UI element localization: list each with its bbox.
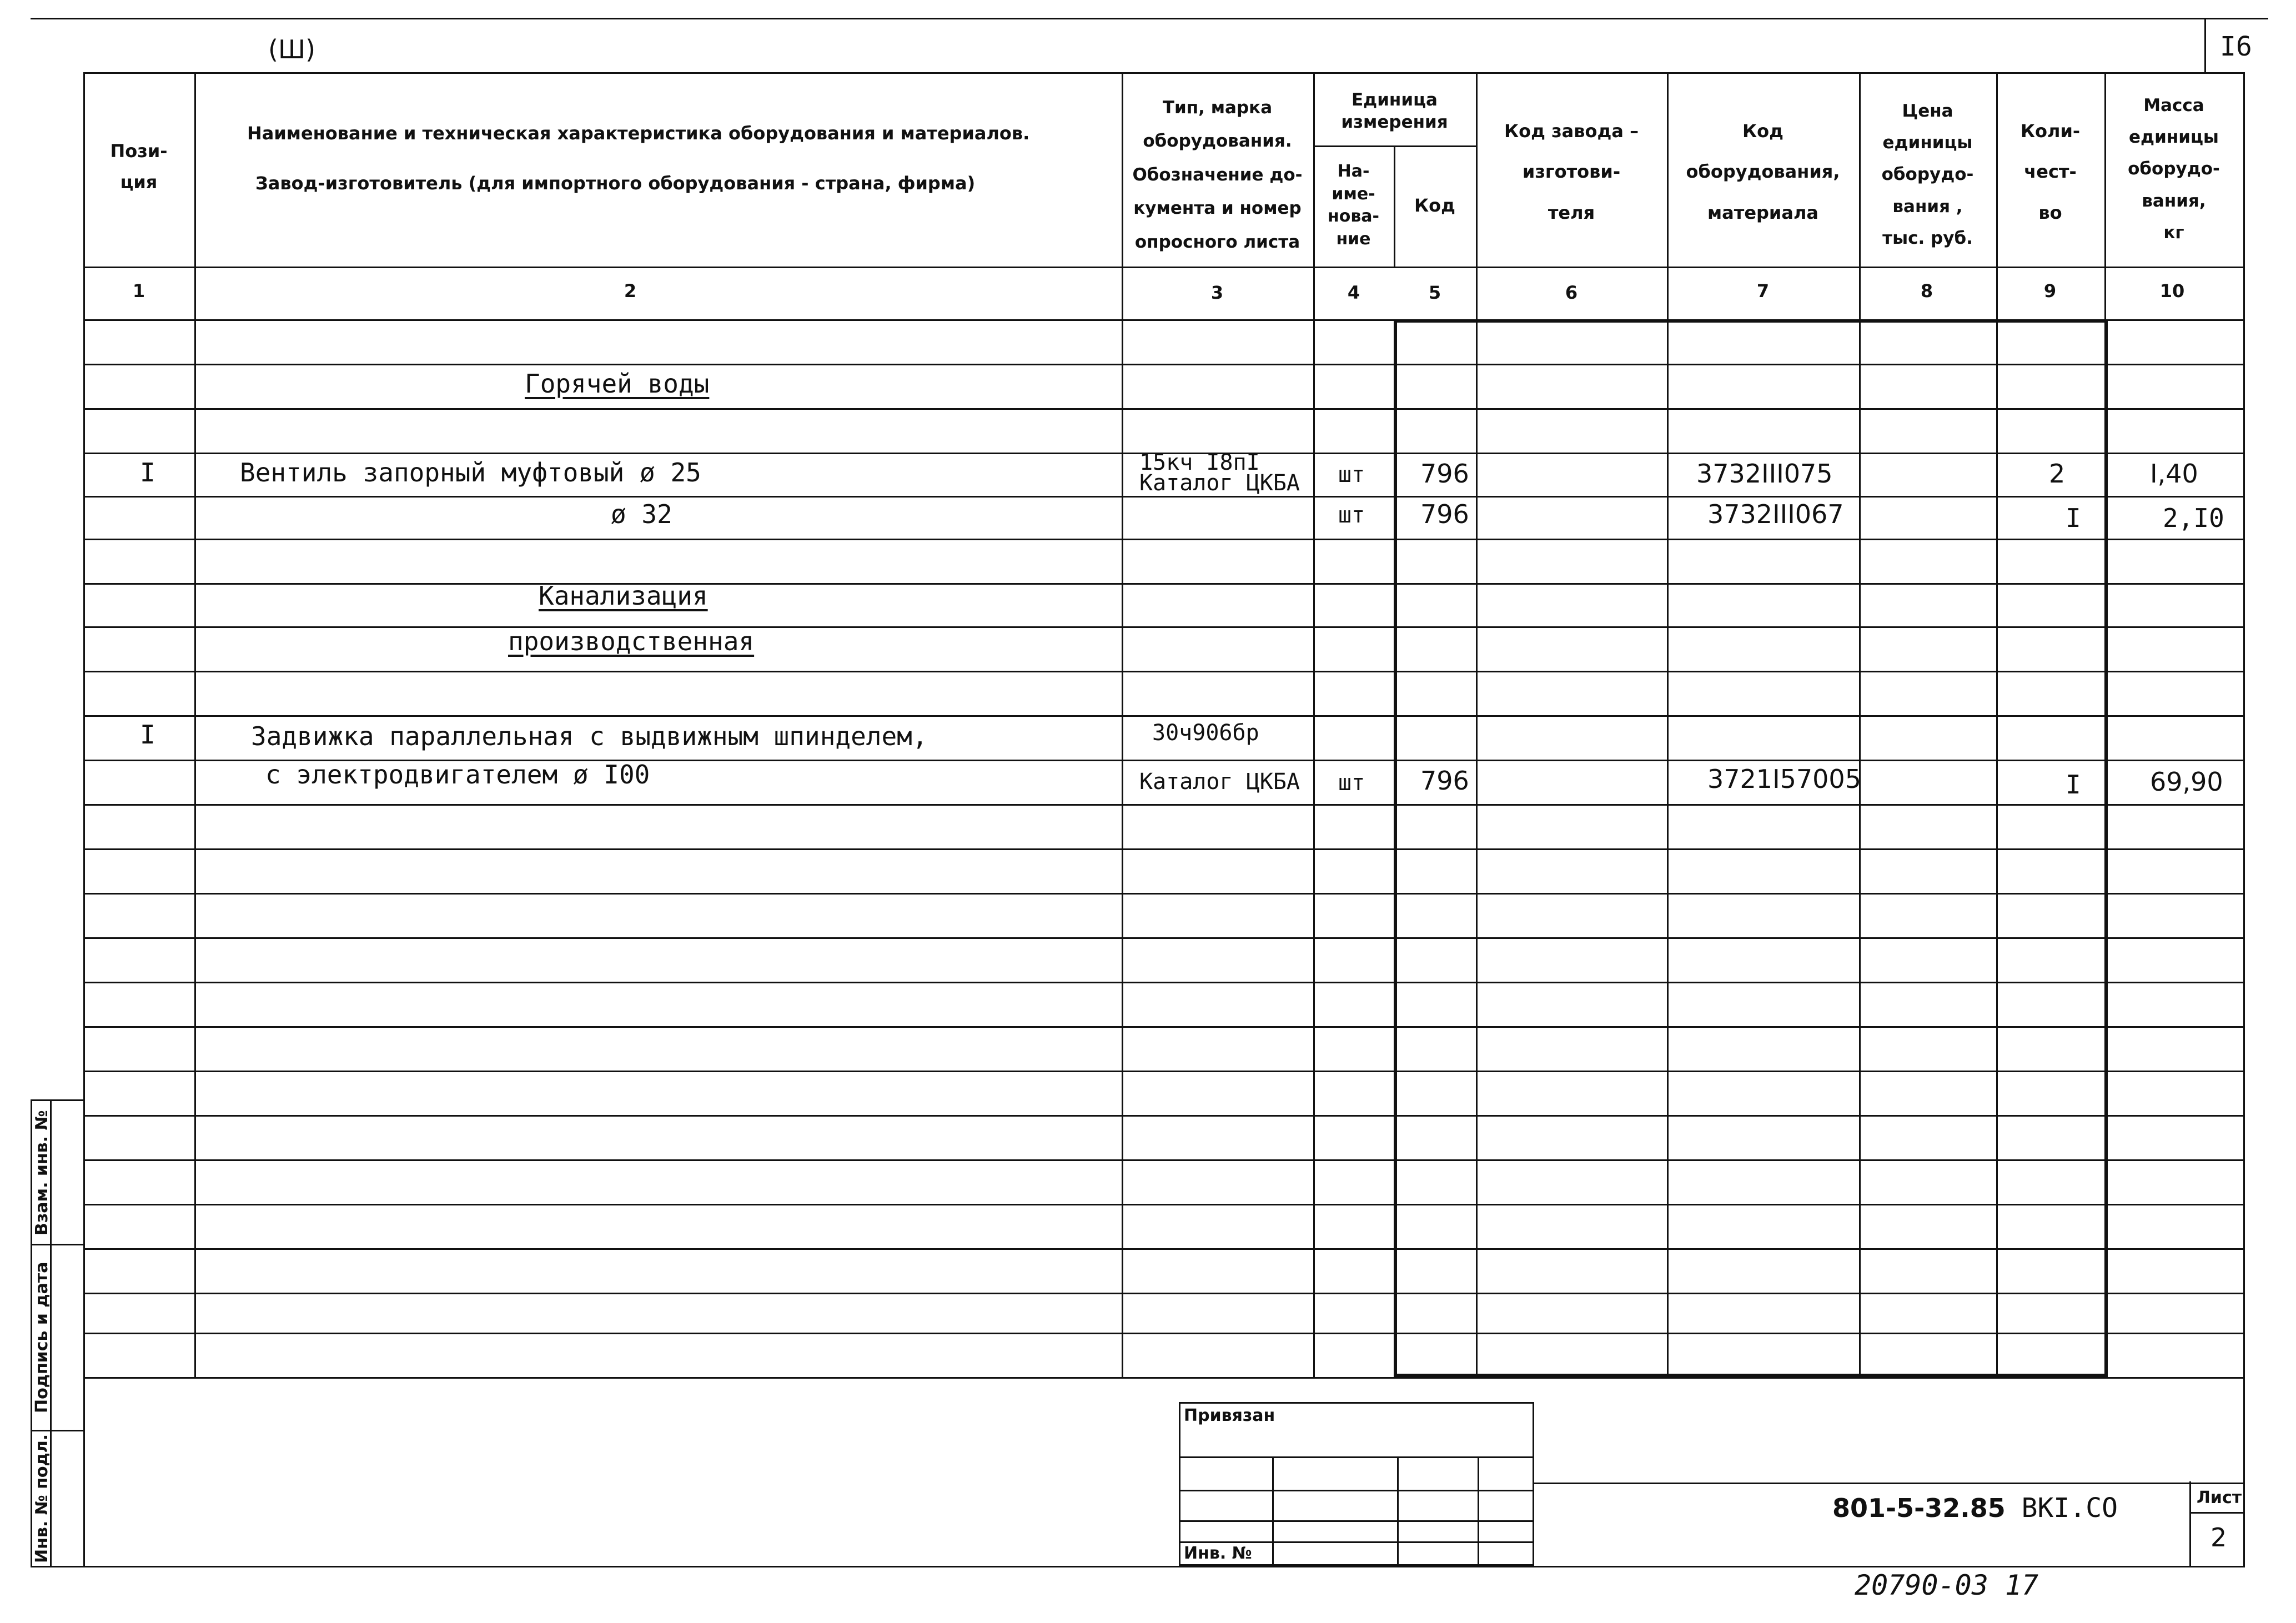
- row1-quantity: 2: [2049, 459, 2066, 489]
- row3-mass: 69,90: [2150, 767, 2223, 797]
- section-title-sewer: Канализация: [539, 581, 708, 611]
- row-line: [83, 848, 2243, 850]
- section-title-industrial: производственная: [508, 626, 755, 656]
- row2-equipment-code: 3732III067: [1707, 499, 1844, 529]
- row-line: [83, 893, 2243, 895]
- document-code-suffix: ВКI.СО: [2005, 1493, 2118, 1524]
- row2-mass: 2,I0: [2163, 503, 2224, 533]
- column-number-5: 5: [1428, 282, 1441, 303]
- column-number-3: 3: [1210, 282, 1224, 303]
- header-name-line1: Наименование и техническая характеристика оборудования и материалов.: [247, 123, 1030, 144]
- header-mass: Масса единицы оборудо- вания, кг: [2128, 95, 2220, 243]
- row-line: [83, 364, 2243, 365]
- header-price: Цена единицы оборудо- вания , тыс. руб.: [1881, 101, 1974, 249]
- frame-bottom: [31, 1566, 2245, 1567]
- frame-right: [2243, 72, 2245, 1566]
- bold-box-top: [1394, 319, 2106, 323]
- row2-unit-code: 796: [1420, 499, 1469, 529]
- row1-unit-code: 796: [1420, 459, 1469, 489]
- header-unit-code: Код: [1414, 195, 1455, 216]
- doc-code-rule: [1534, 1483, 2243, 1484]
- row-line: [83, 1159, 2243, 1161]
- row-line: [83, 1115, 2243, 1117]
- top-rule: [31, 18, 2268, 19]
- row-line: [83, 626, 2243, 628]
- column-number-9: 9: [2043, 280, 2057, 302]
- row-line: [83, 1293, 2243, 1294]
- row2-unit: шт: [1338, 503, 1365, 528]
- header-name-line2: Завод-изготовитель (для импортного оборудования - страна, фирма): [255, 173, 976, 194]
- sheet-number: 2: [2210, 1522, 2227, 1552]
- frame-left: [83, 72, 85, 1566]
- stamp-line-1: [1180, 1456, 1534, 1458]
- header-unit-name: На- име- нова- ние: [1327, 162, 1380, 249]
- header-equipment-code: Код оборудования, материала: [1686, 120, 1840, 223]
- stamp-bound-label: Привязан: [1184, 1406, 1275, 1425]
- side-label-replace-inv: Взам. инв. №: [32, 1110, 52, 1235]
- document-code-series: 801-5-32.85: [1832, 1493, 2006, 1523]
- side-label-sign-date: Подпись и дата: [32, 1262, 52, 1413]
- row-line: [83, 804, 2243, 806]
- row-line: [83, 1204, 2243, 1205]
- corner-divider: [2204, 18, 2206, 73]
- header-type: Тип, марка оборудования. Обозначение до- кумента и номер опросного листа: [1132, 97, 1303, 252]
- row1-mass: I,40: [2150, 459, 2198, 489]
- side-label-inv-orig: Инв. № подл.: [32, 1434, 52, 1563]
- row-line: [83, 715, 2243, 717]
- document-code: [1832, 1493, 2118, 1524]
- row-line: [83, 982, 2243, 983]
- binding-strip-sep-1: [31, 1244, 83, 1245]
- header-unit-group: Единица измерения: [1341, 89, 1448, 132]
- column-number-8: 8: [1920, 280, 1933, 302]
- column-number-1: 1: [132, 280, 145, 302]
- binding-strip-sep-2: [31, 1430, 83, 1431]
- row-line: [83, 1026, 2243, 1028]
- header-factory-code: Код завода – изготови- теля: [1504, 120, 1639, 223]
- row-line: [83, 671, 2243, 672]
- footer-archive-number: 20790-03 17: [1855, 1569, 2039, 1601]
- row3-unit-code: 796: [1420, 766, 1469, 796]
- column-number-4: 4: [1347, 282, 1360, 303]
- row2-quantity: I: [2066, 503, 2081, 533]
- row1-unit: шт: [1338, 462, 1365, 488]
- row3-type-mark: 30ч906бр: [1152, 720, 1259, 746]
- sheet-box: [2189, 1481, 2243, 1566]
- row1-equipment-code: 3732III075: [1696, 459, 1833, 489]
- row3-equipment-code: 3721I57005: [1707, 764, 1861, 794]
- row-line: [83, 1333, 2243, 1334]
- header-quantity: Коли- чест- во: [2020, 120, 2081, 223]
- stamp-inv-label: Инв. №: [1184, 1544, 1252, 1563]
- binding-strip-top: [31, 1099, 83, 1101]
- row-line: [83, 408, 2243, 410]
- stamp-col-3: [1478, 1456, 1479, 1566]
- column-number-2: 2: [624, 280, 637, 302]
- row3-position: I: [140, 720, 155, 750]
- row-line: [83, 937, 2243, 939]
- row-line: [83, 1071, 2243, 1072]
- row1-type-catalog: Каталог ЦКБА: [1139, 470, 1300, 496]
- row3-quantity: I: [2066, 770, 2081, 800]
- stamp-line-4: [1180, 1541, 1534, 1543]
- column-number-10: 10: [2159, 280, 2185, 302]
- row1-position: I: [140, 458, 155, 488]
- unit-group-divider: [1313, 145, 1476, 147]
- sheet-box-divider: [2191, 1512, 2245, 1514]
- row3-name-line2: с электродвигателем ø I00: [265, 760, 650, 790]
- row1-name: Вентиль запорный муфтовый ø 25: [240, 458, 701, 488]
- stamp-col-2: [1397, 1456, 1399, 1566]
- section-mark: (Ш): [268, 34, 316, 64]
- row-line: [83, 583, 2243, 585]
- row3-name-line1: Задвижка параллельная с выдвижным шпинделем,: [251, 721, 928, 751]
- table-body-bottom: [83, 1377, 2243, 1379]
- sheet-label: Лист: [2197, 1488, 2242, 1508]
- row-line: [83, 1248, 2243, 1250]
- sheet-corner-number: I6: [2220, 31, 2252, 62]
- header-position: Пози- ция: [110, 140, 168, 193]
- header-bottom: [83, 267, 2243, 268]
- table-top-border: [83, 72, 2243, 74]
- stamp-line-2: [1180, 1490, 1534, 1491]
- stamp-col-1: [1272, 1456, 1274, 1566]
- section-title-hot-water: Горячей воды: [525, 369, 710, 399]
- row-line: [83, 496, 2243, 498]
- column-number-7: 7: [1756, 280, 1770, 302]
- row1-type-mark: 15кч I8пI: [1139, 450, 1260, 475]
- row3-type-catalog: Каталог ЦКБА: [1139, 769, 1300, 795]
- row3-unit: шт: [1338, 770, 1365, 796]
- row-line: [83, 539, 2243, 540]
- binding-stamp: [1179, 1402, 1534, 1566]
- stamp-line-3: [1180, 1520, 1534, 1522]
- column-number-6: 6: [1565, 282, 1578, 303]
- row2-name: ø 32: [611, 499, 672, 529]
